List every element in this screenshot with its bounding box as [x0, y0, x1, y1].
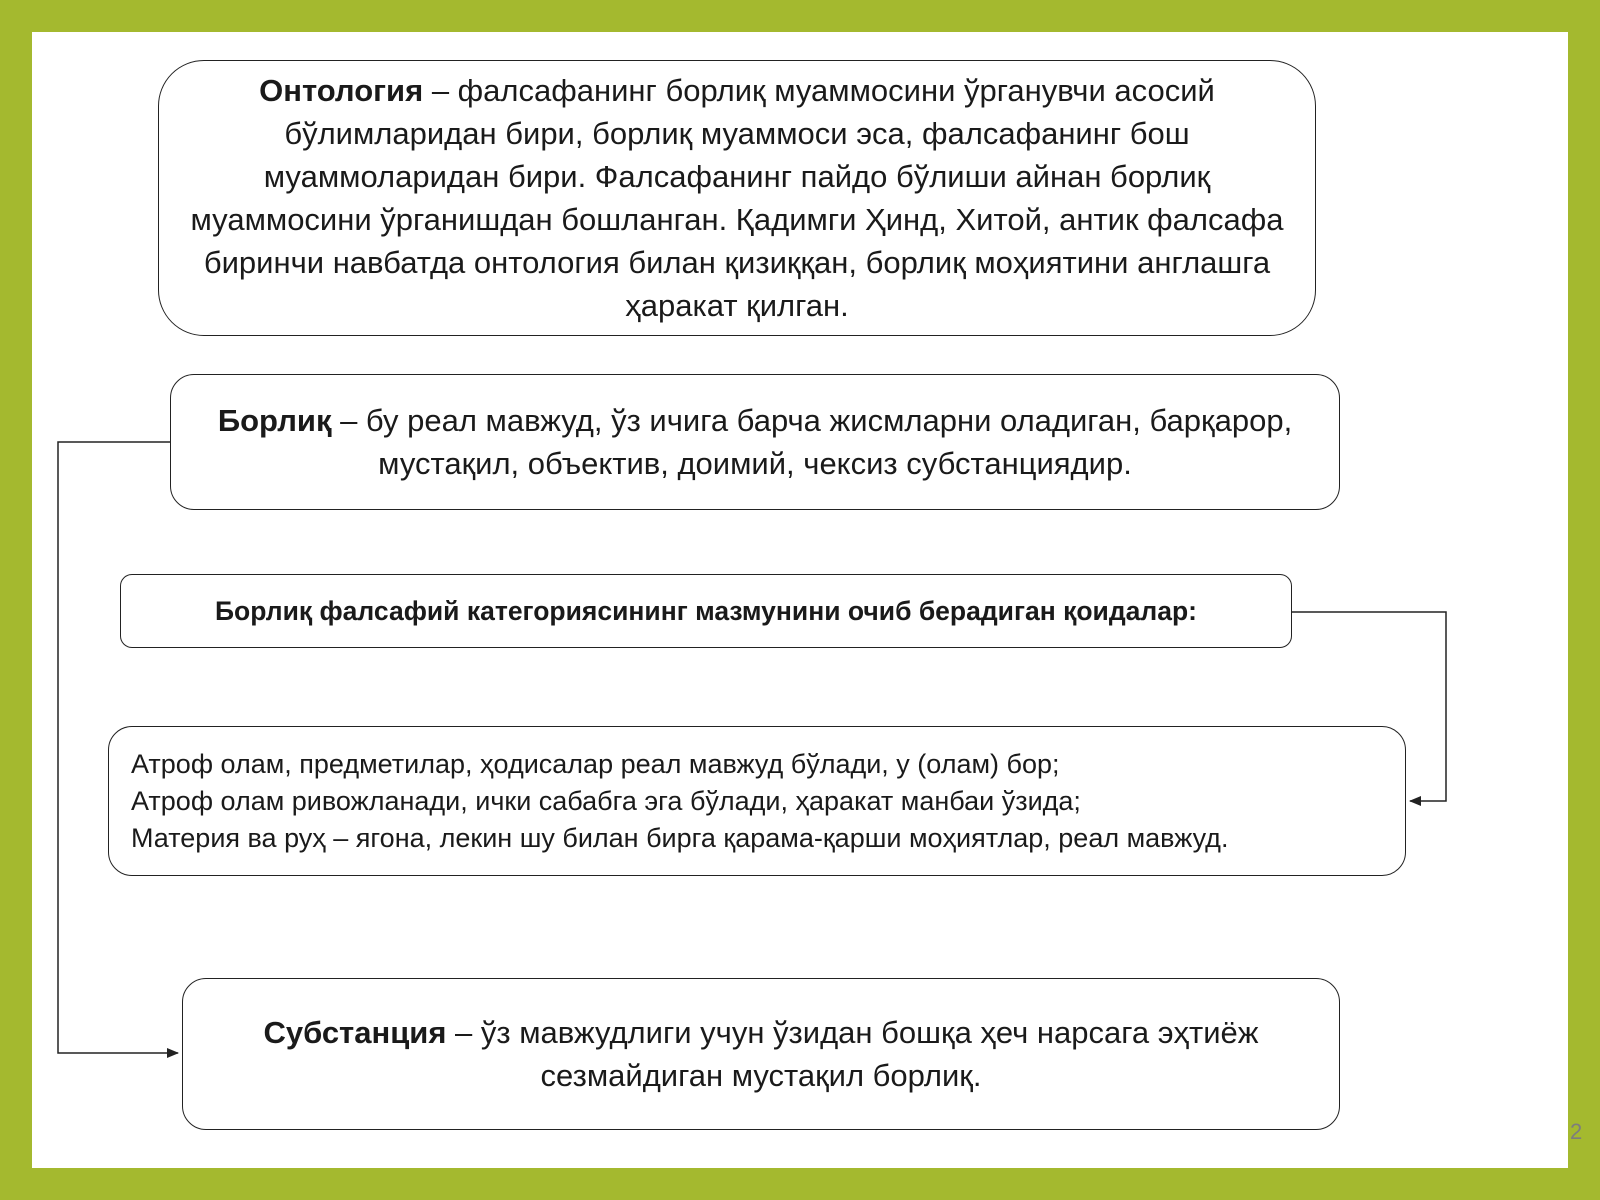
- rules-list-box: [108, 726, 1406, 876]
- page-number: 2: [1570, 1119, 1583, 1144]
- ontology-definition-box: [158, 60, 1316, 336]
- rules-list: [131, 746, 1228, 857]
- being-term: Борлиқ: [217, 403, 332, 438]
- being-definition-box: [170, 374, 1340, 510]
- ontology-term: Онтология: [259, 73, 424, 108]
- slide: [32, 32, 1568, 1168]
- rules-heading: Борлиқ фалсафий категориясининг мазмунини очиб берадиган қоидалар:: [214, 595, 1197, 626]
- being-text: – бу реал мавжуд, ўз ичига барча жисмларни оладиган, барқарор, мустақил, объектив, доимий, чексиз субстанциядир.: [331, 403, 1293, 481]
- substance-definition: [213, 1011, 1309, 1097]
- being-definition: [211, 399, 1299, 485]
- rule-item: Материя ва руҳ – ягона, лекин шу билан бирга қарама-қарши моҳиятлар, реал мавжуд.: [131, 822, 1229, 853]
- substance-text: – ўз мавжудлиги учун ўзидан бошқа ҳеч нарсага эҳтиёж сезмайдиган мустақил борлиқ.: [446, 1015, 1259, 1093]
- substance-term: Субстанция: [263, 1015, 447, 1050]
- substance-definition-box: [182, 978, 1340, 1130]
- rule-item: Атроф олам ривожланади, ички сабабга эга бўлади, ҳаракат манбаи ўзида;: [131, 785, 1081, 816]
- ontology-text: – фалсафанинг борлиқ муаммосини ўрганувчи асосий бўлимларидан бири, борлиқ муаммоси эса, фалсафанинг бош муаммоларидан бири. Фалсафанинг пайдо бўлиши айнан борлиқ муаммосини ўрганишдан бошланган. Қадимги Ҳинд, Хитой, антик фалсафа биринчи навбатда онтология билан қизиққан, борлиқ моҳиятини англашга ҳаракат қилган.: [190, 73, 1284, 323]
- rule-item: Атроф олам, предметилар, ҳодисалар реал мавжуд бўлади, у (олам) бор;: [131, 748, 1060, 779]
- rules-heading-box: [120, 574, 1292, 648]
- ontology-definition: [185, 69, 1289, 327]
